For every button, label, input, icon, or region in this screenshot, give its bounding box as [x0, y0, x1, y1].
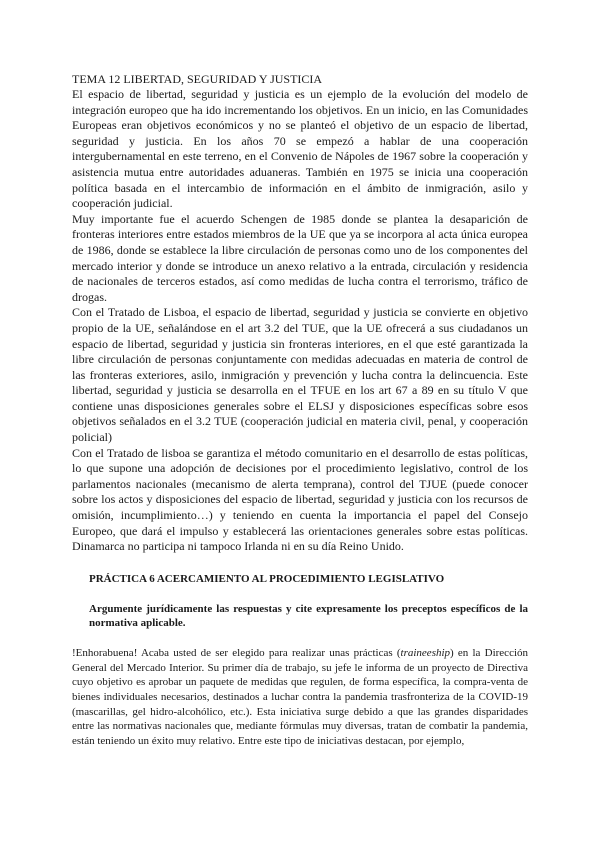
instruction-text: Argumente jurídicamente las respuestas y cite expresamente los preceptos específicos de la normativa aplicable.: [89, 602, 528, 630]
paragraph-lisboa: Con el Tratado de Lisboa, el espacio de libertad, seguridad y justicia se convierte en objetivo propio de la UE, señalándose en el art 3.2 del TUE, que la UE ofrecerá a sus ciudadanos un espacio de libertad, seguridad y justicia sin fronteras interiores, en el que esté garantizada la libre circulación de personas conjuntamente con medidas adecuadas en materia de control de las fronteras exteriores, asilo, inmigración y prevención y lucha contra la delincuencia. Este libertad, seguridad y justicia se desarrolla en el TFUE en los art 67 a 89 en su título V que contiene unas disposiciones generales sobre el ELSJ y disposiciones específicas sobre esos objetivos señalados en el 3.2 TUE (cooperación judicial en materia civil, penal, y cooperación policial): [72, 305, 528, 445]
section-title: TEMA 12 LIBERTAD, SEGURIDAD Y JUSTICIA: [72, 72, 323, 86]
practice-title: PRÁCTICA 6 ACERCAMIENTO AL PROCEDIMIENTO LEGISLATIVO: [89, 572, 445, 585]
case-text-rest: ) en la Dirección General del Mercado Interior. Su primer día de trabajo, su jefe le informa de un proyecto de Directiva cuyo objetivo es aprobar un paquete de medidas que regulen, de forma específica, la compra-venta de bienes individuales necesarios, destinados a luchar contra la pandemia trasfronteriza de la COVID-19 (mascarillas, gel hidro-alcohólico, etc.). Esta iniciativa surge debido a que las grandes disparidades entre las normativas nacionales que, mediante fórmulas muy diversas, tratan de combatir la pandemia, están teniendo un éxito muy relativo. Entre este tipo de iniciativas destacan, por ejemplo,: [72, 646, 529, 748]
case-text: [72, 646, 528, 749]
paragraph-schengen: Muy importante fue el acuerdo Schengen de 1985 donde se plantea la desaparición de fronteras interiores entre estados miembros de la UE que ya se incorpora al acta única europea de 1986, donde se establece la libre circulación de personas como uno de los componentes del mercado interior y donde se introduce un anexo relativo a la entrada, circulación y residencia de nacionales de terceros estados, así como medidas de lucha contra el terrorismo, tráfico de drogas.: [72, 211, 528, 304]
case-text-start: !Enhorabuena! Acaba usted de ser elegido para realizar unas prácticas (: [72, 646, 401, 659]
paragraph-intro: El espacio de libertad, seguridad y justicia es un ejemplo de la evolución del modelo de integración europeo que ha ido incrementando los objetivos. En un inicio, en las Comunidades Europeas eran objetivos económicos y no se planteó el objetivo de un espacio de libertad, seguridad y justicia. En los años 70 se empezó a hablar de una cooperación intergubernamental en este terreno, en el Convenio de Nápoles de 1967 sobre la cooperación y asistencia mutua entre autoridades aduaneras. También en 1975 se inicia una cooperación política basada en el intercambio de información en el ámbito de inmigración, asilo y cooperación judicial.: [72, 87, 528, 211]
paragraph-metodo-comunitario: Con el Tratado de lisboa se garantiza el método comunitario en el desarrollo de estas políticas, lo que supone una adopción de decisiones por el procedimiento legislativo, control de los parlamentos nacionales (mecanismo de alerta temprana), control del TJUE (puede conocer sobre los actos y disposiciones del espacio de libertad, seguridad y justicia con los recursos de omisión, incumplimiento…) y teniendo en cuenta la importancia el papel del Consejo Europeo, que dará el impulso y establecerá las orientaciones generales sobre estas políticas. Dinamarca no participa ni tampoco Irlanda ni en su día Reino Unido.: [72, 445, 528, 554]
case-text-emphasis: traineeship: [400, 646, 451, 659]
